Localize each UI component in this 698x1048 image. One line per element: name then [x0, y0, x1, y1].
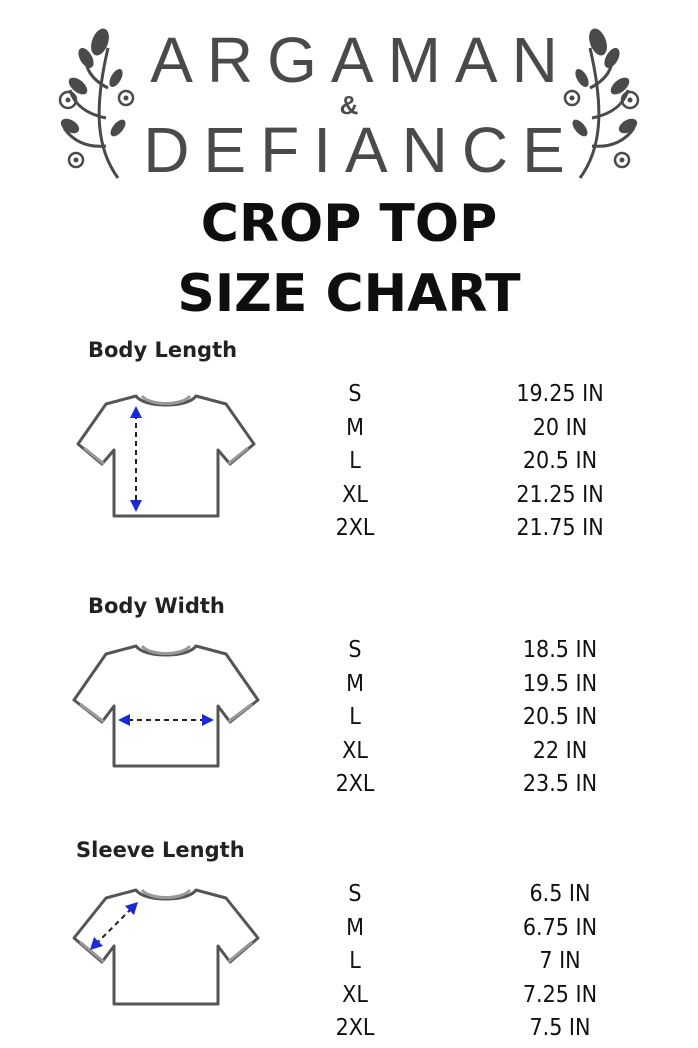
measurement-value: 20.5 IN — [522, 448, 598, 474]
size-label: M — [346, 670, 364, 697]
table-row — [300, 768, 680, 802]
table-row — [300, 878, 680, 912]
brand-ampersand: & — [339, 90, 359, 120]
measurement-value: 18.5 IN — [522, 637, 598, 663]
tshirt-body-length-icon — [66, 384, 266, 524]
size-label: M — [346, 414, 364, 441]
measurement-value: 7 IN — [539, 948, 581, 974]
page-title-line2: SIZE CHART — [177, 264, 521, 324]
page-title-line1: CROP TOP — [200, 194, 498, 254]
table-row — [300, 979, 680, 1013]
table-row — [300, 735, 680, 769]
measurement-value: 7.5 IN — [529, 1015, 591, 1041]
size-label: XL — [342, 737, 368, 764]
brand-name-line1: ARGAMAN — [150, 24, 572, 96]
tshirt-body-width-icon — [66, 640, 266, 780]
measurement-value: 6.75 IN — [522, 914, 598, 941]
table-row — [300, 412, 680, 446]
measurement-value: 6.5 IN — [529, 881, 591, 907]
table-row — [300, 668, 680, 702]
table-row — [300, 1012, 680, 1046]
size-label: XL — [342, 981, 368, 1008]
size-label: L — [349, 704, 361, 730]
body-length-diagram — [36, 326, 296, 546]
size-label: 2XL — [335, 1015, 375, 1041]
size-label: M — [346, 914, 364, 941]
table-row — [300, 701, 680, 735]
size-label: 2XL — [335, 515, 375, 541]
tshirt-sleeve-length-icon — [66, 884, 266, 1024]
measurement-value: 20 IN — [532, 414, 588, 441]
table-row — [300, 479, 680, 513]
measurement-value: 20.5 IN — [522, 704, 598, 730]
brand-header — [0, 0, 698, 190]
table-row — [300, 945, 680, 979]
sleeve-length-label: Sleeve Length — [76, 838, 245, 862]
size-label: L — [349, 448, 361, 474]
brand-name-line2: DEFIANCE — [143, 114, 579, 186]
table-row — [300, 512, 680, 546]
body-width-diagram — [36, 582, 296, 802]
size-label: L — [349, 948, 361, 974]
measurement-value: 21.75 IN — [516, 515, 604, 541]
measurement-value: 22 IN — [532, 737, 588, 764]
measurement-value: 19.5 IN — [522, 670, 598, 697]
size-label: S — [348, 637, 362, 663]
table-row — [300, 445, 680, 479]
table-row — [300, 378, 680, 412]
body-width-table — [300, 634, 680, 802]
measurement-value: 7.25 IN — [522, 981, 598, 1008]
body-length-label: Body Length — [88, 338, 238, 362]
measurement-value: 21.25 IN — [516, 481, 604, 508]
body-length-table — [300, 378, 680, 546]
sleeve-length-table — [300, 878, 680, 1046]
table-row — [300, 634, 680, 668]
body-width-label: Body Width — [88, 594, 225, 618]
size-label: XL — [342, 481, 368, 508]
table-row — [300, 912, 680, 946]
size-label: 2XL — [335, 771, 375, 797]
size-label: S — [348, 881, 362, 907]
size-label: S — [348, 381, 362, 407]
measurement-value: 19.25 IN — [516, 381, 604, 407]
sleeve-length-diagram — [36, 826, 296, 1046]
measurement-value: 23.5 IN — [522, 771, 598, 797]
